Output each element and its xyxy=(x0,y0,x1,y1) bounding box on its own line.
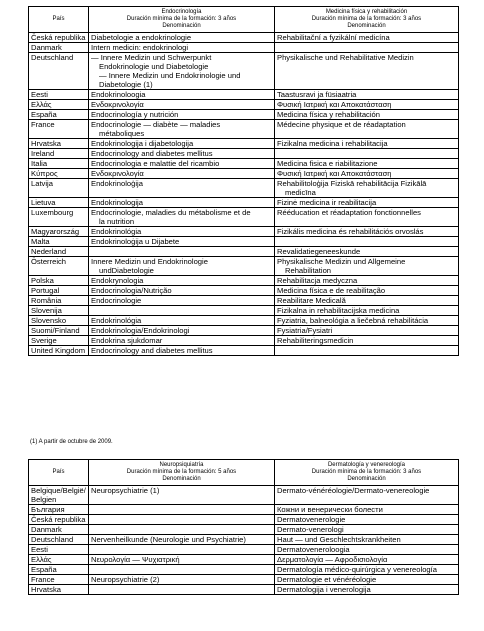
specialty-table-neuropsychiatry xyxy=(28,459,459,595)
specialty-1-cell xyxy=(89,198,275,208)
cell-line: Endocrinologia e malattie del ricambio xyxy=(91,159,220,168)
specialty-2-cell xyxy=(275,336,459,346)
cell-line: métaboliques xyxy=(99,129,145,138)
cell-line: Fysiatria/Fysiatri xyxy=(277,326,333,335)
cell-line: Medicina física y rehabilitación xyxy=(277,110,380,119)
specialty-table-endocrinology xyxy=(28,6,459,356)
cell-line: Φυσική Ιατρική και Αποκατάσταση xyxy=(277,169,392,178)
cell-line: Ενδοκρινολογία xyxy=(91,169,144,178)
country-cell: Lietuva xyxy=(29,198,89,208)
header-line: Duración mínima de la formación: 3 años xyxy=(126,16,237,22)
header-specialty-1 xyxy=(89,7,275,33)
specialty-1-cell xyxy=(89,565,275,575)
specialty-2-cell xyxy=(275,326,459,336)
specialty-1-cell xyxy=(89,276,275,286)
cell-line: Diabetologie (1) xyxy=(99,80,153,89)
specialty-2-cell xyxy=(275,247,459,257)
table-row xyxy=(29,53,459,90)
specialty-2-cell xyxy=(275,179,459,198)
specialty-2-cell xyxy=(275,198,459,208)
table-row xyxy=(29,585,459,595)
header-specialty-2 xyxy=(275,460,459,486)
header-country: País xyxy=(29,460,89,486)
table-row xyxy=(29,545,459,555)
header-line: Medicina física y rehabilitación xyxy=(325,9,408,15)
specialty-1-cell xyxy=(89,346,275,356)
cell-line: Endokrinologie und Diabetologie xyxy=(99,62,209,71)
footnote: (1) A partir de octubre de 2009. xyxy=(30,439,113,445)
table-row xyxy=(29,120,459,139)
table-header-row xyxy=(29,460,459,486)
table-row xyxy=(29,565,459,575)
table-header-row xyxy=(29,7,459,33)
specialty-1-cell xyxy=(89,257,275,276)
specialty-1-cell xyxy=(89,247,275,257)
specialty-2-cell xyxy=(275,565,459,575)
header-line: Denominación xyxy=(347,476,386,482)
cell-line: Δερματολογία — Αφροδισιολογία xyxy=(277,555,388,564)
cell-line: Dermato-venerologi xyxy=(277,525,344,534)
cell-line: Dermatología médico-quirúrgica y venereología xyxy=(277,565,437,574)
cell-line: Neuropsychiatrie (1) xyxy=(91,486,160,495)
specialty-1-cell xyxy=(89,316,275,326)
country-cell: Suomi/Finland xyxy=(29,326,89,336)
table-row xyxy=(29,336,459,346)
header-specialty-2 xyxy=(275,7,459,33)
cell-line: Dermatoveneroloogia xyxy=(277,545,350,554)
specialty-2-cell xyxy=(275,346,459,356)
specialty-2-cell xyxy=(275,575,459,585)
cell-line: Rehabilitační a fyzikální medicína xyxy=(277,33,390,42)
cell-line: Dermato-vénéréologie/Dermato-venereologie xyxy=(277,486,430,495)
header-line: Denominación xyxy=(162,23,201,29)
cell-line: Intern medicin: endokrinologi xyxy=(91,43,189,52)
cell-line: Кожни и венерически болести xyxy=(277,505,383,514)
cell-line: Endokrinologija xyxy=(91,198,143,207)
cell-line: Endokrinoloġija u Dijabete xyxy=(91,237,180,246)
specialty-2-cell xyxy=(275,276,459,286)
table-row xyxy=(29,149,459,159)
country-cell: Nederland xyxy=(29,247,89,257)
cell-line: Rehabilitoloģija Fiziskā rehabilitācija Fizikālā xyxy=(277,179,427,188)
specialty-1-cell xyxy=(89,159,275,169)
cell-line: Médecine physique et de réadaptation xyxy=(277,120,406,129)
header-line: Denominación xyxy=(347,23,386,29)
cell-line: Fizikalna medicina i rehabilitacija xyxy=(277,139,388,148)
specialty-1-cell xyxy=(89,486,275,505)
country-cell: Eesti xyxy=(29,90,89,100)
table-row xyxy=(29,515,459,525)
cell-line: Haut — und Geschlechtskrankheiten xyxy=(277,535,401,544)
table-row xyxy=(29,33,459,43)
table-row xyxy=(29,100,459,110)
table-row xyxy=(29,208,459,227)
table-row xyxy=(29,276,459,286)
country-cell: Danmark xyxy=(29,43,89,53)
country-cell: Malta xyxy=(29,237,89,247)
country-cell: Polska xyxy=(29,276,89,286)
cell-line: Revalidatiegeneeskunde xyxy=(277,247,361,256)
specialty-1-cell xyxy=(89,237,275,247)
cell-line: medicīna xyxy=(285,188,316,197)
specialty-1-cell xyxy=(89,120,275,139)
country-cell: Ελλάς xyxy=(29,555,89,565)
table-row xyxy=(29,179,459,198)
header-line: Denominación xyxy=(162,476,201,482)
specialty-1-cell xyxy=(89,286,275,296)
header-country: País xyxy=(29,7,89,33)
cell-line: Endocrinologie xyxy=(91,296,142,305)
cell-line: Medicina física e de reabilitação xyxy=(277,286,386,295)
cell-line: — Innere Medizin und Schwerpunkt xyxy=(91,53,212,62)
country-cell: Danmark xyxy=(29,525,89,535)
specialty-2-cell xyxy=(275,43,459,53)
country-cell: Latvija xyxy=(29,179,89,198)
specialty-2-cell xyxy=(275,286,459,296)
header-line: Neuropsiquiatría xyxy=(159,462,204,468)
specialty-2-cell xyxy=(275,33,459,43)
cell-line: Dermatologija i venerologija xyxy=(277,585,371,594)
cell-line: Diabetologie a endokrinologie xyxy=(91,33,192,42)
specialty-2-cell xyxy=(275,505,459,515)
table-row xyxy=(29,198,459,208)
specialty-2-cell xyxy=(275,486,459,505)
specialty-1-cell xyxy=(89,53,275,90)
country-cell: Deutschland xyxy=(29,53,89,90)
specialty-1-cell xyxy=(89,535,275,545)
specialty-2-cell xyxy=(275,90,459,100)
specialty-2-cell xyxy=(275,53,459,90)
specialty-1-cell xyxy=(89,110,275,120)
cell-line: la nutrition xyxy=(99,217,135,226)
specialty-2-cell xyxy=(275,257,459,276)
cell-line: Fizinė medicina ir reabilitacija xyxy=(277,198,377,207)
cell-line: Endokrinologija i dijabetologija xyxy=(91,139,194,148)
header-line: Endocrinología xyxy=(161,9,202,15)
cell-line: Φυσική Ιατρική και Αποκατάσταση xyxy=(277,100,392,109)
header-line: Duración mínima de la formación: 3 años xyxy=(311,16,422,22)
country-cell: Slovensko xyxy=(29,316,89,326)
specialty-1-cell xyxy=(89,227,275,237)
table-row xyxy=(29,139,459,149)
cell-line: Endocrinology and diabetes mellitus xyxy=(91,149,213,158)
table-row xyxy=(29,525,459,535)
country-cell: Slovenija xyxy=(29,306,89,316)
cell-line: Endokrinoloģija xyxy=(91,179,143,188)
specialty-2-cell xyxy=(275,237,459,247)
country-cell: Österreich xyxy=(29,257,89,276)
table-row xyxy=(29,257,459,276)
country-cell: España xyxy=(29,565,89,575)
specialty-1-cell xyxy=(89,505,275,515)
specialty-1-cell xyxy=(89,169,275,179)
cell-line: Endokrina sjukdomar xyxy=(91,336,163,345)
cell-line: Neuropsychiatrie (2) xyxy=(91,575,160,584)
cell-line: Fyziatria, balneológia a liečebná rehabilitácia xyxy=(277,316,429,325)
specialty-2-cell xyxy=(275,535,459,545)
table-row xyxy=(29,306,459,316)
specialty-1-cell xyxy=(89,525,275,535)
specialty-2-cell xyxy=(275,149,459,159)
country-cell: Deutschland xyxy=(29,535,89,545)
cell-line: Endocrinologie, maladies du métabolisme et de xyxy=(91,208,251,217)
cell-line: Medicina fisica e riabilitazione xyxy=(277,159,378,168)
cell-line: Endokrinoloogia xyxy=(91,90,146,99)
specialty-2-cell xyxy=(275,545,459,555)
table-row xyxy=(29,505,459,515)
specialty-1-cell xyxy=(89,149,275,159)
table-row xyxy=(29,90,459,100)
cell-line: Endokrinológia xyxy=(91,316,142,325)
cell-line: Endocrinología y nutrición xyxy=(91,110,179,119)
cell-line: Endokrynologia xyxy=(91,276,144,285)
table-row xyxy=(29,486,459,505)
country-cell: Italia xyxy=(29,159,89,169)
cell-line: Ενδοκρινολογία xyxy=(91,100,144,109)
table-row xyxy=(29,326,459,336)
table-row xyxy=(29,575,459,585)
specialty-1-cell xyxy=(89,555,275,565)
cell-line: Physikalische und Rehabilitative Medizin xyxy=(277,53,414,62)
cell-line: Rehabilitation xyxy=(285,266,332,275)
cell-line: Rehabiliteringsmedicin xyxy=(277,336,354,345)
cell-line: Endokrinologia/Endokrinologi xyxy=(91,326,190,335)
cell-line: Dermatologie et vénéréologie xyxy=(277,575,377,584)
country-cell: Belgique/België/ Belgien xyxy=(29,486,89,505)
specialty-2-cell xyxy=(275,525,459,535)
table-row xyxy=(29,159,459,169)
cell-line: — Innere Medizin und Endokrinologie und xyxy=(99,71,241,80)
specialty-1-cell xyxy=(89,179,275,198)
specialty-1-cell xyxy=(89,100,275,110)
table-row xyxy=(29,247,459,257)
specialty-1-cell xyxy=(89,336,275,346)
country-cell: United Kingdom xyxy=(29,346,89,356)
table-row xyxy=(29,346,459,356)
table-row xyxy=(29,110,459,120)
table-row xyxy=(29,43,459,53)
cell-line: Taastusravi ja füsiaatria xyxy=(277,90,357,99)
specialty-1-cell xyxy=(89,585,275,595)
country-cell: Sverige xyxy=(29,336,89,346)
table-row xyxy=(29,535,459,545)
cell-line: Nervenheilkunde (Neurologie und Psychiatrie) xyxy=(91,535,246,544)
country-cell: France xyxy=(29,120,89,139)
country-cell: France xyxy=(29,575,89,585)
cell-line: Rehabilitacja medyczna xyxy=(277,276,358,285)
cell-line: Rééducation et réadaptation fonctionnelles xyxy=(277,208,421,217)
country-cell: Hrvatska xyxy=(29,585,89,595)
table-row xyxy=(29,555,459,565)
header-specialty-1 xyxy=(89,460,275,486)
cell-line: Endocrinology and diabetes mellitus xyxy=(91,346,213,355)
specialty-1-cell xyxy=(89,43,275,53)
specialty-1-cell xyxy=(89,545,275,555)
cell-line: Physikalische Medizin und Allgemeine xyxy=(277,257,406,266)
cell-line: Endocrinologia/Nutrição xyxy=(91,286,172,295)
specialty-2-cell xyxy=(275,139,459,149)
table-row xyxy=(29,169,459,179)
cell-line: Fizikalna in rehabilitacijska medicina xyxy=(277,306,400,315)
country-cell: Κύπρος xyxy=(29,169,89,179)
specialty-1-cell xyxy=(89,139,275,149)
table-row xyxy=(29,316,459,326)
specialty-1-cell xyxy=(89,575,275,585)
specialty-1-cell xyxy=(89,90,275,100)
table-row xyxy=(29,286,459,296)
specialty-2-cell xyxy=(275,120,459,139)
specialty-2-cell xyxy=(275,159,459,169)
specialty-1-cell xyxy=(89,33,275,43)
country-cell: Magyarország xyxy=(29,227,89,237)
cell-line: Fizikális medicina és rehabilitációs orvoslás xyxy=(277,227,424,236)
country-cell: Česká republika xyxy=(29,33,89,43)
cell-line: Endokrinológia xyxy=(91,227,142,236)
cell-line: Reabilitare Medicală xyxy=(277,296,346,305)
country-cell: Česká republika xyxy=(29,515,89,525)
specialty-2-cell xyxy=(275,296,459,306)
specialty-1-cell xyxy=(89,326,275,336)
table-row xyxy=(29,296,459,306)
header-line: Dermatología y venereología xyxy=(327,462,406,468)
specialty-2-cell xyxy=(275,316,459,326)
cell-line: Dermatovenerologie xyxy=(277,515,346,524)
country-cell: Luxembourg xyxy=(29,208,89,227)
specialty-2-cell xyxy=(275,555,459,565)
specialty-1-cell xyxy=(89,515,275,525)
cell-line: Innere Medizin und Endokrinologie xyxy=(91,257,208,266)
country-cell: Ελλάς xyxy=(29,100,89,110)
specialty-2-cell xyxy=(275,306,459,316)
country-cell: Hrvatska xyxy=(29,139,89,149)
specialty-2-cell xyxy=(275,227,459,237)
table-row xyxy=(29,237,459,247)
specialty-2-cell xyxy=(275,515,459,525)
table-row xyxy=(29,227,459,237)
country-cell: España xyxy=(29,110,89,120)
header-line: Duración mínima de la formación: 3 años xyxy=(311,469,422,475)
cell-line: Νευρολογία — Ψυχιατρική xyxy=(91,555,180,564)
specialty-1-cell xyxy=(89,208,275,227)
country-cell: Portugal xyxy=(29,286,89,296)
cell-line: Endocrinologie — diabète — maladies xyxy=(91,120,221,129)
specialty-2-cell xyxy=(275,585,459,595)
header-line: Duración mínima de la formación: 5 años xyxy=(126,469,237,475)
specialty-1-cell xyxy=(89,296,275,306)
specialty-2-cell xyxy=(275,110,459,120)
country-cell: Eesti xyxy=(29,545,89,555)
specialty-2-cell xyxy=(275,208,459,227)
specialty-2-cell xyxy=(275,100,459,110)
cell-line: undDiabetologie xyxy=(99,266,154,275)
country-cell: România xyxy=(29,296,89,306)
specialty-2-cell xyxy=(275,169,459,179)
country-cell: Ireland xyxy=(29,149,89,159)
specialty-1-cell xyxy=(89,306,275,316)
country-cell: България xyxy=(29,505,89,515)
